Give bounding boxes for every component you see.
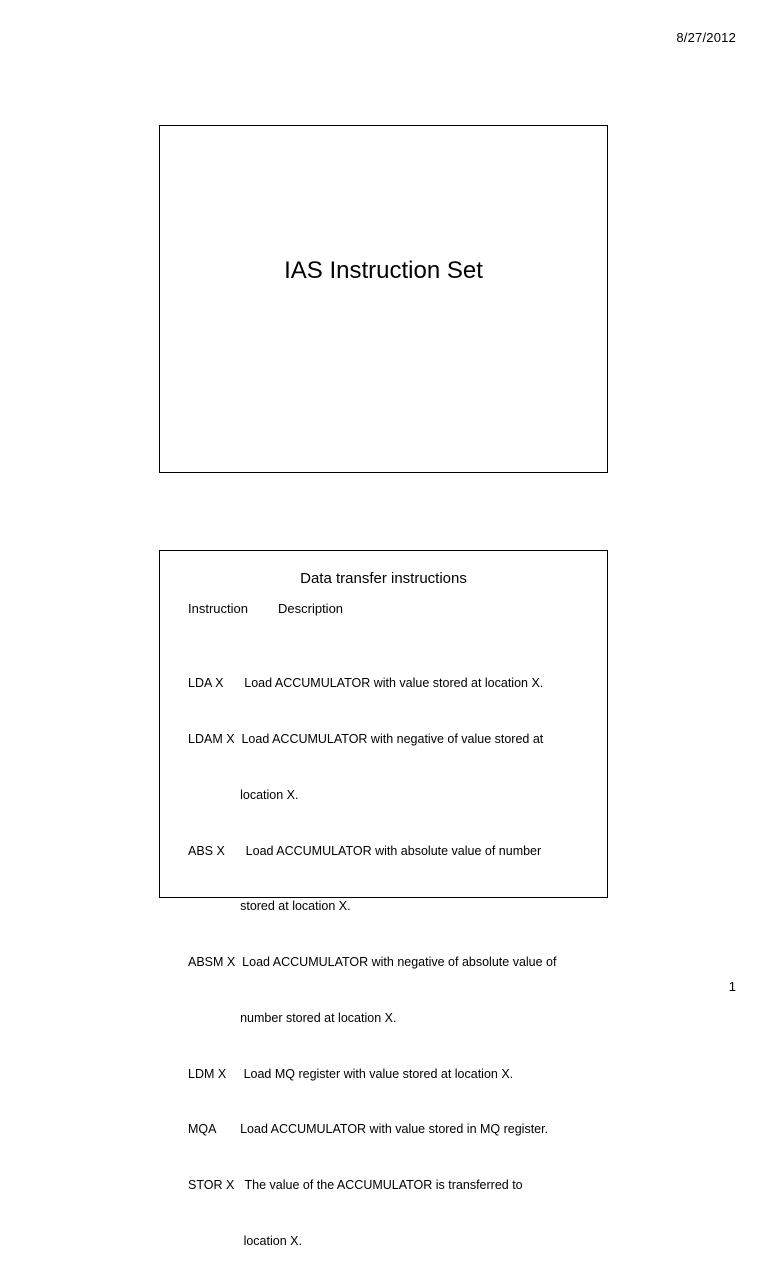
instruction-line: ABSM X Load ACCUMULATOR with negative of absolute value of [188, 955, 557, 970]
slide-data-transfer [159, 550, 608, 1248]
description-column-header: Description [278, 601, 344, 616]
instruction-list [188, 637, 556, 1288]
slide-title: IAS Instruction Set [284, 257, 483, 284]
page-number: 1 [728, 979, 736, 994]
instruction-line: LDA X Load ACCUMULATOR with value stored at location X. [188, 676, 544, 691]
instruction-line: location X. [188, 787, 299, 802]
instruction-column-header: Instruction [188, 601, 248, 616]
instruction-line: number stored at location X. [188, 1010, 397, 1025]
instruction-line: LDAM X Load ACCUMULATOR with negative of value stored at [188, 731, 544, 746]
column-header-row [188, 600, 343, 618]
instruction-line: stored at location X. [188, 899, 351, 914]
instruction-line: LDM X Load MQ register with value stored at location X. [188, 1066, 514, 1081]
slide-heading: Data transfer instructions [300, 570, 467, 587]
page-date: 8/27/2012 [676, 30, 736, 45]
instruction-line: ABS X Load ACCUMULATOR with absolute value of number [188, 843, 542, 858]
slide-title-slide [159, 125, 608, 473]
instruction-line: MQA Load ACCUMULATOR with value stored in MQ register. [188, 1122, 549, 1137]
instruction-line: location X. [188, 1234, 302, 1248]
instruction-line: STOR X The value of the ACCUMULATOR is transferred to [188, 1178, 523, 1193]
